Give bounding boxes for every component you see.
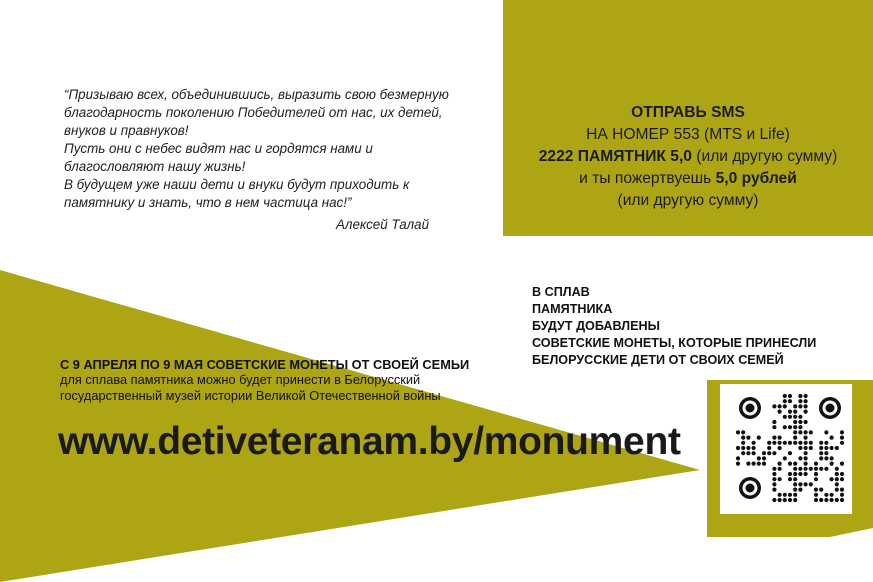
qr-dot <box>778 436 782 440</box>
qr-dot <box>793 462 797 466</box>
qr-dot <box>783 394 787 398</box>
qr-finder-top-left <box>739 397 761 419</box>
qr-dot <box>762 462 766 466</box>
qr-dot <box>830 456 834 460</box>
qr-dot <box>809 467 813 471</box>
qr-dot <box>798 482 802 486</box>
qr-dot <box>772 488 776 492</box>
qr-dot <box>804 399 808 403</box>
qr-dot <box>804 482 808 486</box>
qr-dot <box>741 451 745 455</box>
qr-dot <box>778 462 782 466</box>
qr-dot <box>824 446 828 450</box>
alloy-line: В СПЛАВ <box>532 285 590 299</box>
sms-other-amount: (или другую сумму) <box>617 192 759 209</box>
qr-dot <box>788 472 792 476</box>
alloy-line: ПАМЯТНИКА <box>532 302 613 316</box>
qr-dot <box>778 441 782 445</box>
qr-dot <box>741 430 745 434</box>
qr-dot <box>804 462 808 466</box>
coins-info <box>60 372 441 404</box>
qr-dot <box>824 456 828 460</box>
qr-dot <box>804 420 808 424</box>
quote-line: Пусть они с небес видят нас и гордятся нами и <box>64 141 373 156</box>
qr-dot <box>772 441 776 445</box>
qr-dot <box>746 462 750 466</box>
qr-dot <box>788 498 792 502</box>
qr-dot <box>783 425 787 429</box>
quote-line: памятнику и знать, что в нем частица нас!” <box>64 195 352 210</box>
qr-dot <box>783 498 787 502</box>
qr-dot <box>814 498 818 502</box>
qr-dot <box>752 446 756 450</box>
qr-dot <box>798 456 802 460</box>
qr-dot <box>772 482 776 486</box>
alloy-line: БУДУТ ДОБАВЛЕНЫ <box>532 319 660 333</box>
qr-dot <box>793 425 797 429</box>
qr-dot <box>804 467 808 471</box>
qr-dot <box>767 441 771 445</box>
alloy-line: БЕЛОРУССКИЕ ДЕТИ ОТ СВОИХ СЕМЕЙ <box>532 353 784 367</box>
qr-dot <box>793 493 797 497</box>
qr-dot <box>772 436 776 440</box>
qr-dot <box>788 477 792 481</box>
qr-dot <box>840 436 844 440</box>
qr-finder-top-right <box>819 397 841 419</box>
qr-dot <box>804 451 808 455</box>
qr-dot <box>814 462 818 466</box>
qr-dot <box>772 425 776 429</box>
qr-dot <box>778 410 782 414</box>
qr-dot <box>783 493 787 497</box>
qr-dot <box>840 472 844 476</box>
qr-dot <box>798 420 802 424</box>
qr-dot <box>840 441 844 445</box>
qr-dot <box>798 415 802 419</box>
quote-line: “Призываю всех, объединившись, выразить свою безмерную <box>64 87 449 102</box>
qr-dot <box>752 462 756 466</box>
qr-dot <box>793 482 797 486</box>
qr-dot <box>804 472 808 476</box>
qr-dot <box>788 410 792 414</box>
qr-dot <box>798 425 802 429</box>
qr-dot <box>804 446 808 450</box>
sms-instructions <box>503 102 873 212</box>
qr-dot <box>783 456 787 460</box>
qr-dot <box>840 477 844 481</box>
qr-dot <box>798 399 802 403</box>
qr-dot <box>736 456 740 460</box>
quote-line: внуков и правнуков! <box>64 123 189 138</box>
qr-dot <box>788 441 792 445</box>
qr-dot <box>798 430 802 434</box>
qr-dot <box>824 493 828 497</box>
qr-dot <box>814 472 818 476</box>
coins-dates-title: С 9 АПРЕЛЯ ПО 9 МАЯ СОВЕТСКИЕ МОНЕТЫ ОТ СВОЕЙ СЕМЬИ <box>60 357 470 372</box>
qr-dot <box>840 498 844 502</box>
qr-dot <box>814 488 818 492</box>
qr-dot <box>824 467 828 471</box>
qr-dot <box>798 446 802 450</box>
qr-dot <box>835 488 839 492</box>
qr-dot <box>814 477 818 481</box>
qr-dot <box>835 472 839 476</box>
qr-dot <box>746 436 750 440</box>
qr-dot <box>741 446 745 450</box>
qr-dot <box>840 488 844 492</box>
quote-text <box>64 86 484 212</box>
qr-dot <box>783 441 787 445</box>
qr-dot <box>819 467 823 471</box>
quote-line: благословляют нашу жизнь! <box>64 159 246 174</box>
sms-code-line <box>503 146 873 168</box>
qr-dot <box>783 399 787 403</box>
qr-dot <box>809 441 813 445</box>
sms-number: НА НОМЕР 553 (MTS и Life) <box>586 126 790 143</box>
qr-dot <box>778 498 782 502</box>
qr-dot <box>835 498 839 502</box>
qr-dot <box>824 498 828 502</box>
sms-donation-text: и ты пожертвуешь <box>579 170 716 187</box>
qr-dot <box>746 446 750 450</box>
qr-dot <box>778 493 782 497</box>
qr-dot <box>793 472 797 476</box>
qr-dot <box>830 477 834 481</box>
qr-dot <box>788 425 792 429</box>
alloy-line: СОВЕТСКИЕ МОНЕТЫ, КОТОРЫЕ ПРИНЕСЛИ <box>532 336 817 350</box>
qr-dot <box>778 467 782 471</box>
qr-finder-bottom-left <box>739 477 761 499</box>
qr-dot <box>830 498 834 502</box>
qr-dot <box>793 441 797 445</box>
qr-dot <box>772 472 776 476</box>
qr-dot <box>736 462 740 466</box>
qr-dot <box>757 436 761 440</box>
qr-dot <box>783 404 787 408</box>
qr-dot <box>752 441 756 445</box>
qr-dot <box>835 467 839 471</box>
qr-dot <box>772 498 776 502</box>
qr-dot <box>736 446 740 450</box>
qr-dot <box>830 446 834 450</box>
qr-dot <box>814 467 818 471</box>
qr-dot <box>840 430 844 434</box>
qr-dot <box>783 415 787 419</box>
sms-heading: ОТПРАВЬ SMS <box>631 104 745 121</box>
qr-dot <box>772 451 776 455</box>
qr-dot <box>793 436 797 440</box>
qr-dot <box>788 399 792 403</box>
qr-dot <box>798 467 802 471</box>
qr-dot <box>793 477 797 481</box>
qr-dot <box>798 394 802 398</box>
sms-code: 2222 ПАМЯТНИК 5,0 <box>538 148 692 165</box>
qr-dot <box>835 477 839 481</box>
qr-dot <box>788 415 792 419</box>
qr-dot <box>788 462 792 466</box>
qr-dot <box>835 482 839 486</box>
qr-dot <box>741 441 745 445</box>
qr-dot <box>772 404 776 408</box>
qr-dot <box>804 436 808 440</box>
quote-author: Алексей Талай <box>336 217 430 232</box>
qr-dot <box>804 404 808 408</box>
qr-dot <box>793 430 797 434</box>
qr-dot <box>840 493 844 497</box>
qr-dot <box>757 456 761 460</box>
qr-dot <box>819 456 823 460</box>
qr-dot <box>809 446 813 450</box>
qr-dot <box>809 482 813 486</box>
qr-dot <box>741 436 745 440</box>
sms-donation-amount: 5,0 рублей <box>715 170 797 187</box>
qr-dot <box>793 467 797 471</box>
qr-dot <box>819 441 823 445</box>
sms-donation-line <box>503 168 873 190</box>
quote-line: В будущем уже наши дети и внуки будут приходить к <box>64 177 410 192</box>
qr-dot <box>819 498 823 502</box>
qr-dot <box>830 493 834 497</box>
qr-dot <box>814 493 818 497</box>
qr-dot <box>819 446 823 450</box>
quote-line: благодарность поколению Победителей от нас, их детей, <box>64 105 443 120</box>
qr-dot <box>757 462 761 466</box>
qr-code-icon[interactable] <box>720 384 852 514</box>
qr-dot <box>793 488 797 492</box>
qr-dot <box>830 436 834 440</box>
qr-dot <box>793 498 797 502</box>
qr-dot <box>752 451 756 455</box>
alloy-notice <box>532 284 816 369</box>
qr-dot <box>804 441 808 445</box>
qr-dot <box>804 394 808 398</box>
qr-dot <box>793 404 797 408</box>
qr-dot <box>798 488 802 492</box>
qr-dot <box>793 410 797 414</box>
qr-dot <box>819 451 823 455</box>
qr-dot <box>804 430 808 434</box>
qr-dot <box>798 472 802 476</box>
qr-dot <box>824 451 828 455</box>
qr-dot <box>778 477 782 481</box>
qr-dot <box>778 404 782 408</box>
qr-dot <box>772 477 776 481</box>
coins-info-line: для сплава памятника можно будет принести в Белорусский <box>60 372 421 387</box>
website-link[interactable]: www.detiveteranam.by/monument <box>58 420 681 463</box>
qr-dot <box>804 410 808 414</box>
qr-dot <box>824 441 828 445</box>
qr-dot <box>809 430 813 434</box>
qr-dot <box>793 420 797 424</box>
qr-dot <box>772 420 776 424</box>
qr-dot <box>840 462 844 466</box>
qr-dot <box>762 456 766 460</box>
qr-dot <box>788 394 792 398</box>
sms-code-note: (или другую сумму) <box>691 148 838 165</box>
qr-dot <box>788 493 792 497</box>
qr-dot <box>819 488 823 492</box>
qr-dot <box>830 462 834 466</box>
qr-dot <box>793 415 797 419</box>
qr-dot <box>762 451 766 455</box>
qr-dot <box>772 467 776 471</box>
qr-dot <box>788 451 792 455</box>
qr-dot <box>835 446 839 450</box>
qr-dot <box>767 451 771 455</box>
qr-dot <box>824 430 828 434</box>
qr-dot <box>736 430 740 434</box>
qr-dot <box>804 456 808 460</box>
coins-info-line: государственный музей истории Великой Отечественной войны <box>60 388 441 403</box>
qr-dot <box>746 451 750 455</box>
qr-dot <box>767 446 771 450</box>
qr-dot <box>778 446 782 450</box>
qr-dot <box>798 404 802 408</box>
qr-dot <box>798 441 802 445</box>
